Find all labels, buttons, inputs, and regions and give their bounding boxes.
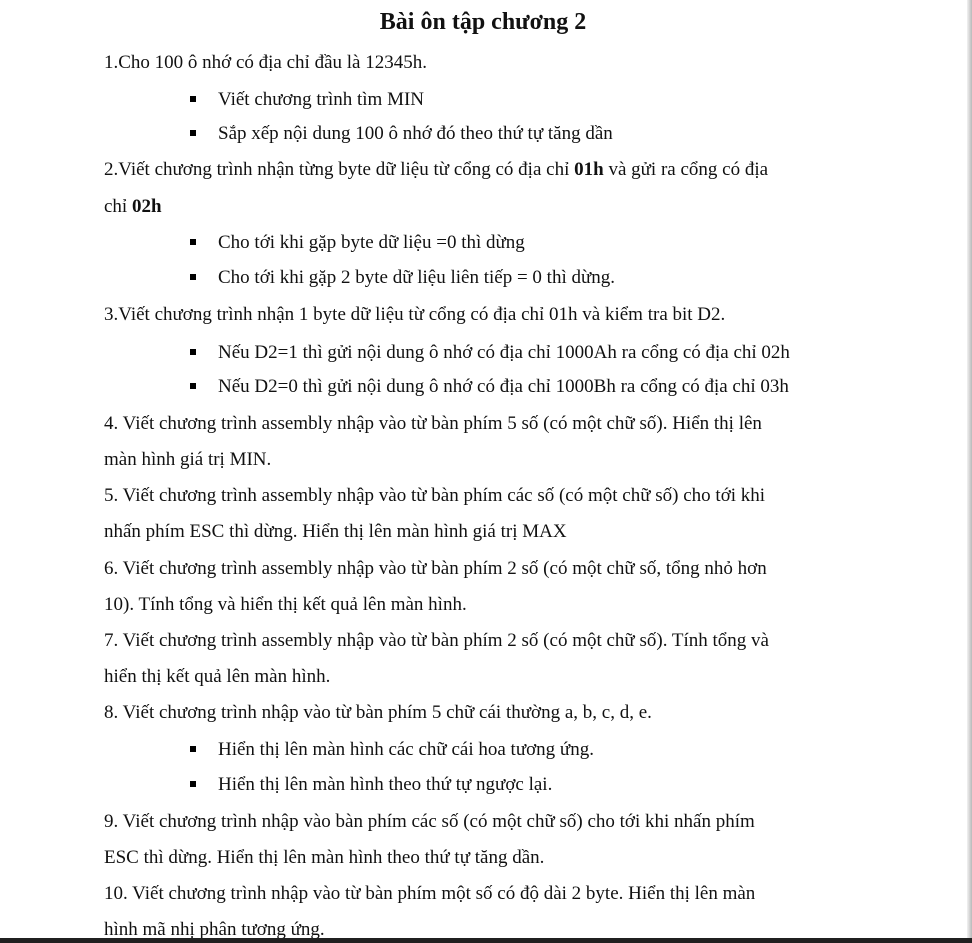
question-9-line-2: ESC thì dừng. Hiển thị lên màn hình theo thứ tự tăng dần. [104,847,545,868]
question-1: 1.Cho 100 ô nhớ có địa chỉ đầu là 12345h. [104,52,427,73]
bullet-square-icon [190,781,196,787]
question-8: 8. Viết chương trình nhập vào từ bàn phím 5 chữ cái thường a, b, c, d, e. [104,702,652,723]
question-5-line-1: 5. Viết chương trình assembly nhập vào từ bàn phím các số (có một chữ số) cho tới khi [104,485,766,506]
bullet-square-icon [190,746,196,752]
bullet-square-icon [190,130,196,136]
bullet-square-icon [190,349,196,355]
question-4-line-1: 4. Viết chương trình assembly nhập vào từ bàn phím 5 số (có một chữ số). Hiển thị lên [104,413,762,434]
question-7-line-1: 7. Viết chương trình assembly nhập vào từ bàn phím 2 số (có một chữ số). Tính tổng và [104,630,769,651]
document-page: Bài ôn tập chương 2 1.Cho 100 ô nhớ có địa chỉ đầu là 12345h. Viết chương trình tìm MIN Sắp xếp nội dung 100 ô nhớ đó theo thứ tự tăng dần 2.Viết chương trình nhận từng byte dữ liệu từ cổng có địa chỉ 01h và gửi ra cổng có địa chỉ 02h Cho tới khi gặp byte dữ liệu =0 thì dừng Cho tới khi gặp 2 byte dữ liệu liên tiếp = 0 thì dừng. 3.Viết chương trình nhận 1 byte dữ liệu từ cổng có địa chỉ 01h và kiểm tra bit D2. Nếu D2=1 thì gửi nội dung ô nhớ có địa chỉ 1000Ah ra cổng có địa chỉ 02h Nếu D2=0 thì gửi nội dung ô nhớ có địa chỉ 1000Bh ra cổng có địa chỉ 03h 4. Viết chương trình assembly nhập vào từ bàn phím 5 số (có một chữ số). Hiển thị lên màn hình giá trị MIN. 5. Viết chương trình assembly nhập vào từ bàn phím các số (có một chữ số) cho tới khi nhấn phím ESC thì dừng. Hiển thị lên màn hình giá trị MAX 6. Viết chương trình assembly nhập vào từ bàn phím 2 số (có một chữ số, tổng nhỏ hơn 10). Tính tổng và hiển thị kết quả lên màn hình. 7. Viết chương trình assembly nhập vào từ bàn phím 2 số (có một chữ số). Tính tổng và hiển thị kết quả lên màn hình. 8. Viết chương trình nhập vào từ bàn phím 5 chữ cái thường a, b, c, d, e. Hiển thị lên màn hình các chữ cái hoa tương ứng. Hiển thị lên màn hình theo thứ tự ngược lại. 9. Viết chương trình nhập vào bàn phím các số (có một chữ số) cho tới khi nhấn phím ESC thì dừng. Hiển thị lên màn hình theo thứ tự tăng dần. 10. Viết chương trình nhập vào từ bàn phím một số có độ dài 2 byte. Hiển thị lên màn hình mã nhị phân tương ứng. [0,0,966,938]
question-10-line-1: 10. Viết chương trình nhập vào từ bàn phím một số có độ dài 2 byte. Hiển thị lên màn [104,883,756,904]
question-7-line-2: hiển thị kết quả lên màn hình. [104,666,331,687]
question-6-line-1: 6. Viết chương trình assembly nhập vào từ bàn phím 2 số (có một chữ số, tổng nhỏ hơn [104,558,767,579]
bullet-square-icon [190,96,196,102]
question-9-line-1: 9. Viết chương trình nhập vào bàn phím các số (có một chữ số) cho tới khi nhấn phím [104,811,755,832]
question-10-line-2: hình mã nhị phân tương ứng. [104,919,325,938]
question-6-line-2: 10). Tính tổng và hiển thị kết quả lên màn hình. [104,594,467,615]
bullet-square-icon [190,274,196,280]
question-5-line-2: nhấn phím ESC thì dừng. Hiển thị lên màn hình giá trị MAX [104,521,567,542]
page-edge-shadow [967,0,972,938]
page-title: Bài ôn tập chương 2 [379,9,587,35]
question-2-line-1: 2.Viết chương trình nhận từng byte dữ liệu từ cổng có địa chỉ 01h và gửi ra cổng có địa [104,159,769,180]
question-2-line-2: chỉ 02h [104,196,162,217]
question-3: 3.Viết chương trình nhận 1 byte dữ liệu từ cổng có địa chỉ 01h và kiểm tra bit D2. [104,304,726,325]
bullet-square-icon [190,383,196,389]
bullet-square-icon [190,239,196,245]
viewer-bottom-bar [0,938,972,943]
question-4-line-2: màn hình giá trị MIN. [104,449,272,470]
